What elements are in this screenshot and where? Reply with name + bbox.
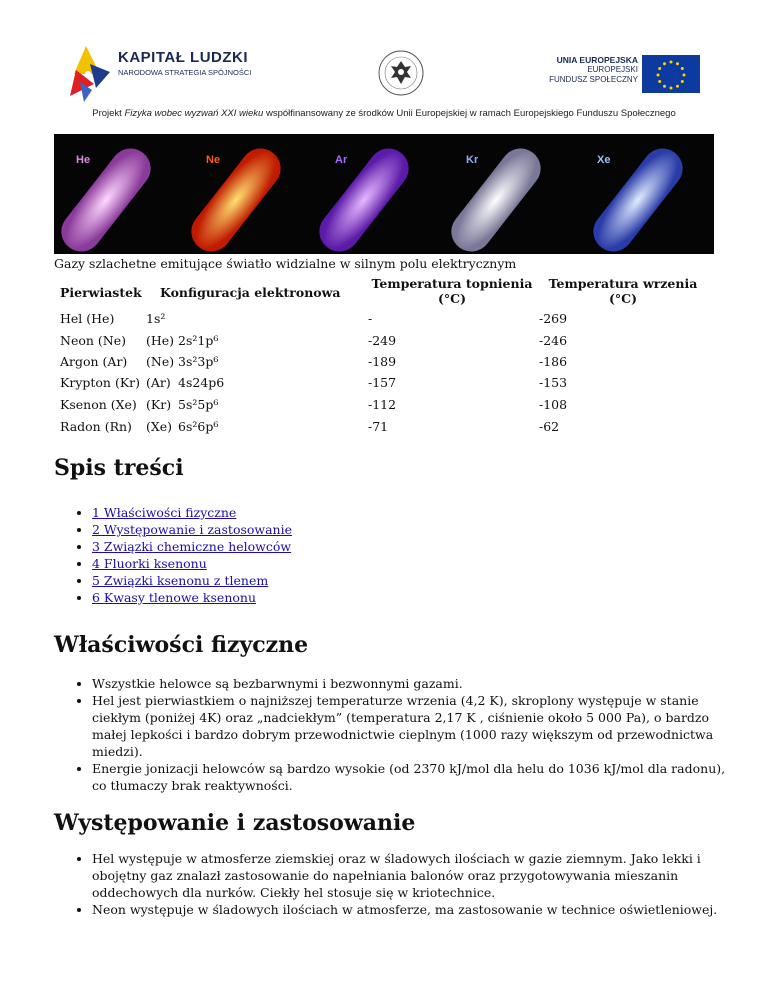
eu-flag-icon <box>642 55 700 93</box>
toc-block <box>54 455 184 481</box>
cell-boiling: -186 <box>539 354 568 369</box>
ue-line-2: EUROPEJSKI <box>587 65 638 74</box>
project-prefix: Projekt <box>92 108 125 119</box>
cell-boiling: -108 <box>539 397 568 412</box>
header-melting: Temperatura topnienia (°C) <box>371 276 533 306</box>
gas-label-kr: Kr <box>466 154 479 166</box>
cell-boiling: -269 <box>539 311 568 326</box>
toc-link-6[interactable]: 6 Kwasy tlenowe ksenonu <box>92 590 256 605</box>
cell-boiling: -62 <box>539 419 560 434</box>
list-item: • Hel jest pierwiastkiem o najniższej temperaturze wrzenia (4,2 K), skroplony występuje w stanie ciekłym (poniżej 4K) oraz „nadciekłym” (temperatura 2,17 K , ciśnienie około 5 000 Pa), o bardzo małej lepkości i bardzo dobrym przewodnictwie cieplnym (1000 razy większym od przewodnictwa miedzi). <box>92 692 742 760</box>
toc-link-1[interactable]: 1 Właściwości fizyczne <box>92 505 237 520</box>
toc-link-3[interactable]: 3 Związki chemiczne helowców <box>92 539 292 554</box>
cell-element: Krypton (Kr) <box>60 375 141 390</box>
section-physical-title: Właściwości fizyczne <box>54 632 309 658</box>
list-item: • Wszystkie helowce są bezbarwnymi i bezwonnymi gazami. <box>92 675 742 692</box>
section-occurrence <box>54 810 415 836</box>
cell-melting: - <box>368 311 373 326</box>
list-item: • Neon występuje w śladowych ilościach w atmosferze, ma zastosowanie w technice oświetleniowej. <box>92 901 742 918</box>
university-emblem-icon <box>376 48 426 98</box>
toc-list <box>54 504 292 606</box>
kapital-ludzki-logo <box>66 44 256 104</box>
photo-caption: Gazy szlachetne emitujące światło widzialne w silnym polu elektrycznym <box>54 256 517 271</box>
header-config: Konfiguracja elektronowa <box>160 285 341 300</box>
gas-tubes-image <box>54 134 714 254</box>
project-line <box>0 108 768 119</box>
cell-config-core: (Ar) <box>146 375 171 390</box>
cell-melting: -189 <box>368 354 397 369</box>
gas-label-ar: Ar <box>335 154 348 166</box>
cell-config: 2s²1p⁶ <box>178 333 219 348</box>
toc-title: Spis treści <box>54 455 184 481</box>
section-physical-list <box>54 675 742 794</box>
noble-gas-tubes-photo <box>54 134 714 254</box>
cell-boiling: -246 <box>539 333 568 348</box>
project-suffix: współfinansowany ze środków Unii Europejskiej w ramach Europejskiego Funduszu Społecznego <box>263 108 676 119</box>
section-occurrence-title: Występowanie i zastosowanie <box>54 810 416 836</box>
section-occurrence-list <box>54 850 742 918</box>
gas-label-he: He <box>76 154 91 166</box>
cell-config-core: (Kr) <box>146 397 172 412</box>
cell-config-core: (Ne) <box>146 354 175 369</box>
cell-melting: -157 <box>368 375 397 390</box>
cell-element: Hel (He) <box>60 311 115 326</box>
cell-config: 4s24p6 <box>178 375 225 390</box>
toc-item <box>92 589 292 606</box>
kapital-ludzki-subtitle: NARODOWA STRATEGIA SPÓJNOŚCI <box>118 68 252 77</box>
cell-element: Neon (Ne) <box>60 333 126 348</box>
ue-line-3: FUNDUSZ SPOŁECZNY <box>549 75 638 84</box>
cell-element: Radon (Rn) <box>60 419 132 434</box>
cell-melting: -112 <box>368 397 397 412</box>
cell-config: 3s²3p⁶ <box>178 354 219 369</box>
kapital-ludzki-title: KAPITAŁ LUDZKI <box>118 49 249 66</box>
cell-config-core: (He) <box>146 333 175 348</box>
header-boiling: Temperatura wrzenia (°C) <box>548 276 698 306</box>
section-physical <box>54 632 308 658</box>
cell-element: Ksenon (Xe) <box>60 397 137 412</box>
toc-item <box>92 538 292 555</box>
toc-item <box>92 521 292 538</box>
cell-config: 6s²6p⁶ <box>178 419 219 434</box>
project-name: Fizyka wobec wyzwań XXI wieku <box>124 108 264 119</box>
gas-label-ne: Ne <box>206 154 221 166</box>
toc-link-4[interactable]: 4 Fluorki ksenonu <box>92 556 207 571</box>
cell-config: 5s²5p⁶ <box>178 397 219 412</box>
cell-melting: -71 <box>368 419 389 434</box>
list-item: • Energie jonizacji helowców są bardzo wysokie (od 2370 kJ/mol dla helu do 1036 kJ/mol dla radonu), co tłumaczy brak reaktywności. <box>92 760 742 794</box>
toc-item <box>92 555 292 572</box>
cell-config-core: (Xe) <box>146 419 173 434</box>
cell-config: 1s² <box>146 311 166 326</box>
ue-caption <box>549 55 638 85</box>
cell-boiling: -153 <box>539 375 568 390</box>
toc-item <box>92 572 292 589</box>
toc-link-5[interactable]: 5 Związki ksenonu z tlenem <box>92 573 269 588</box>
list-item: • Hel występuje w atmosferze ziemskiej oraz w śladowych ilościach w gazie ziemnym. Jako lekki i obojętny gaz znalazł zastosowanie do napełniania balonów oraz przygotowywania mieszanin oddechowych dla nurków. Ciekły hel stosuje się w kriotechnice. <box>92 850 742 901</box>
ue-line-1: UNIA EUROPEJSKA <box>556 55 638 65</box>
gas-label-xe: Xe <box>597 154 611 166</box>
toc-link-2[interactable]: 2 Występowanie i zastosowanie <box>92 522 293 537</box>
toc-item <box>92 504 292 521</box>
header-element: Pierwiastek <box>60 285 142 300</box>
kapital-ludzki-emblem-icon <box>66 44 114 104</box>
cell-element: Argon (Ar) <box>60 354 128 369</box>
cell-melting: -249 <box>368 333 397 348</box>
